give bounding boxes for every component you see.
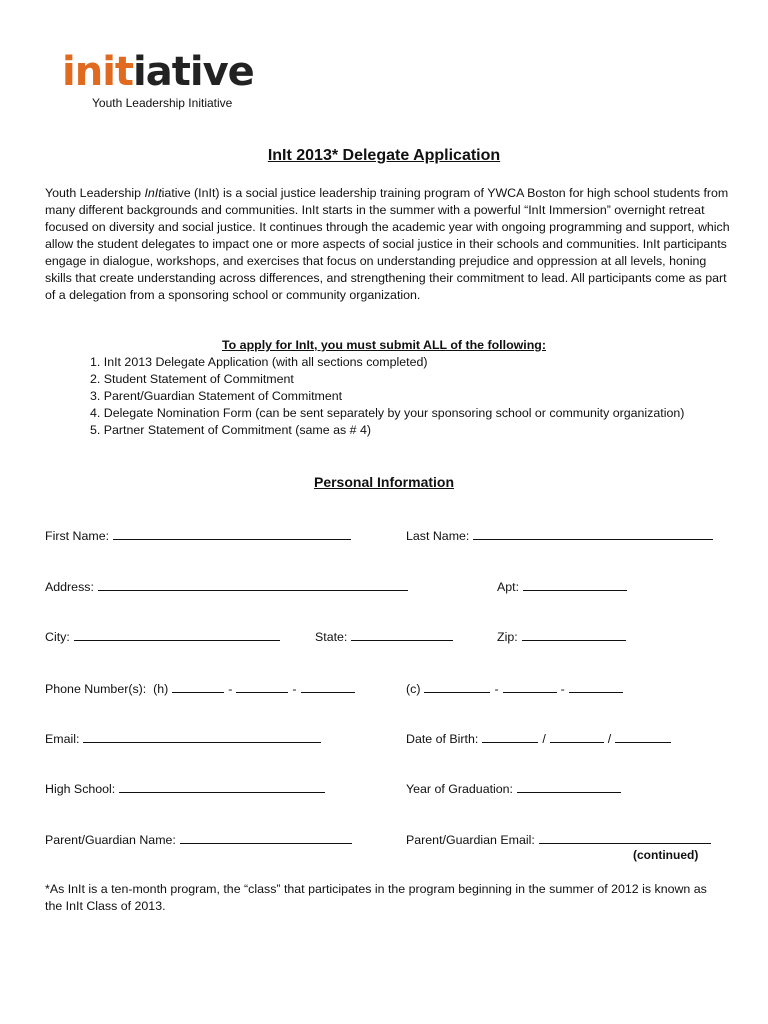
- city-field: [45, 628, 280, 645]
- graduation-field: [406, 780, 621, 797]
- phone-home-field: [45, 680, 355, 697]
- email-field: [45, 730, 321, 747]
- state-blank[interactable]: [351, 628, 453, 641]
- graduation-blank[interactable]: [517, 780, 621, 793]
- parent-name-blank[interactable]: [180, 831, 352, 844]
- zip-field: [497, 628, 626, 645]
- requirements-heading: To apply for InIt, you must submit ALL of the following:: [222, 338, 546, 352]
- phone-home-line-blank[interactable]: [301, 680, 355, 693]
- last-name-field: [406, 527, 713, 544]
- dash: -: [560, 682, 565, 696]
- parent-email-blank[interactable]: [539, 831, 711, 844]
- email-label: Email:: [45, 732, 80, 746]
- slash: /: [542, 732, 546, 746]
- continued-note: (continued): [633, 848, 699, 862]
- requirement-item: 5. Partner Statement of Commitment (same as # 4): [90, 423, 371, 437]
- dob-month-blank[interactable]: [482, 730, 538, 743]
- document-title: InIt 2013* Delegate Application: [267, 147, 501, 164]
- dob-field: [406, 730, 671, 747]
- phone-cell-line-blank[interactable]: [569, 680, 623, 693]
- logo: [62, 49, 254, 110]
- requirement-item: 3. Parent/Guardian Statement of Commitment: [90, 389, 343, 403]
- slash: /: [607, 732, 612, 746]
- logo-subtitle: Youth Leadership Initiative: [92, 96, 233, 110]
- parent-name-field: [45, 831, 352, 848]
- logo-word-rest: iative: [133, 49, 254, 95]
- state-label: State:: [315, 630, 348, 644]
- dash: -: [228, 682, 233, 696]
- intro-before: Youth Leadership: [45, 186, 145, 200]
- phone-home-area-blank[interactable]: [172, 680, 224, 693]
- phone-home-prefix-blank[interactable]: [236, 680, 288, 693]
- logo-wordmark: [62, 49, 254, 95]
- parent-email-field: [406, 831, 711, 848]
- phone-cell-prefix-blank[interactable]: [503, 680, 557, 693]
- dash: -: [494, 682, 499, 696]
- footnote: *As InIt is a ten-month program, the “class” that participates in the program beginning in the summer of 2012 is known as the InIt Class of 2013.: [45, 882, 707, 913]
- high-school-blank[interactable]: [119, 780, 325, 793]
- requirements-list: [90, 354, 684, 439]
- intro-after: iative (InIt) is a social justice leadership training program of YWCA Boston for high school students from many different backgrounds and communities. InIt starts in the summer with a powerful “InIt Immersion” overnight retreat focused on diversity and social justice. It continues through the academic year with ongoing programming and support, which allow the student delegates to impact one or more aspects of social justice in their schools and communities. InIt participants engage in dialogue, workshops, and exercises that focus on understanding prejudice and oppression at all levels, honing skills that create understanding across differences, and strengthening their commitment to lead. All participants come as part of a delegation from a sponsoring school or community organization.: [45, 186, 730, 302]
- intro-paragraph: [45, 185, 730, 304]
- personal-info-title: Personal Information: [313, 474, 455, 490]
- apt-field: [497, 578, 627, 595]
- phone-cell-label: (c): [406, 682, 421, 696]
- graduation-label: Year of Graduation:: [406, 782, 514, 796]
- dob-day-blank[interactable]: [550, 730, 604, 743]
- dob-year-blank[interactable]: [615, 730, 671, 743]
- requirement-item: 4. Delegate Nomination Form (can be sent separately by your sponsoring school or community organization): [90, 406, 685, 420]
- phone-home-label: (h): [153, 682, 169, 696]
- requirement-item: 2. Student Statement of Commitment: [90, 372, 294, 386]
- apt-label: Apt:: [497, 580, 520, 594]
- phone-cell-field: [406, 680, 623, 697]
- first-name-label: First Name:: [45, 529, 110, 543]
- first-name-blank[interactable]: [113, 527, 351, 540]
- intro-italic: InIt: [144, 186, 162, 200]
- phone-cell-area-blank[interactable]: [424, 680, 490, 693]
- phone-label: Phone Number(s):: [45, 682, 147, 696]
- zip-label: Zip:: [497, 630, 518, 644]
- state-field: [315, 628, 453, 645]
- last-name-blank[interactable]: [473, 527, 713, 540]
- email-blank[interactable]: [83, 730, 321, 743]
- first-name-field: [45, 527, 351, 544]
- apt-blank[interactable]: [523, 578, 627, 591]
- parent-name-label: Parent/Guardian Name:: [45, 833, 176, 847]
- requirement-item: 1. InIt 2013 Delegate Application (with all sections completed): [90, 355, 428, 369]
- address-blank[interactable]: [98, 578, 408, 591]
- city-label: City:: [45, 630, 70, 644]
- dob-label: Date of Birth:: [406, 732, 479, 746]
- address-label: Address:: [45, 580, 94, 594]
- dash: -: [292, 682, 297, 696]
- address-field: [45, 578, 408, 595]
- zip-blank[interactable]: [522, 628, 626, 641]
- high-school-label: High School:: [45, 782, 116, 796]
- last-name-label: Last Name:: [406, 529, 470, 543]
- logo-word-init: init: [62, 49, 134, 95]
- city-blank[interactable]: [74, 628, 280, 641]
- parent-email-label: Parent/Guardian Email:: [406, 833, 535, 847]
- high-school-field: [45, 780, 325, 797]
